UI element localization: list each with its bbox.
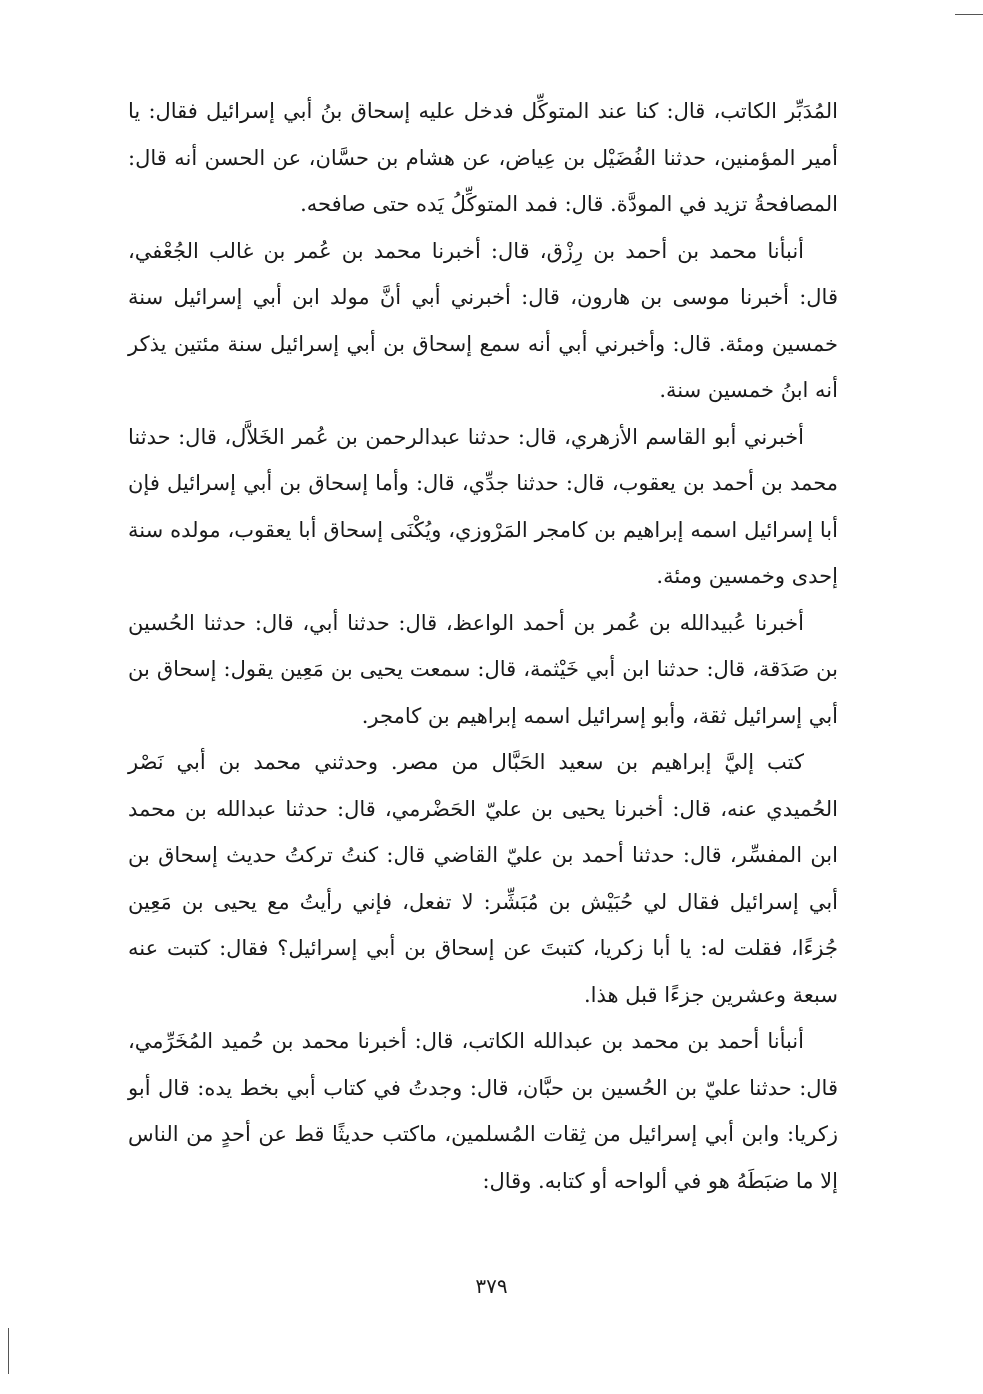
- scan-edge-mark-top: [955, 14, 983, 15]
- paragraph-5: كتب إليَّ إبراهيم بن سعيد الحَبَّال من مصر. وحدثني محمد بن أبي نَصْر الحُميدي عنه، قال: أخبرنا يحيى بن عليّ الحَضْرمي، قال: حدثنا عبدالله بن محمد ابن المفسِّر، قال: حدثنا أحمد بن عليّ القاضي قال: كنتُ تركتُ حديث إسحاق بن أبي إسرائيل فقال لي حُبَيْش بن مُبَشِّر: لا تفعل، فإني رأيتُ مع يحيى بن مَعِين جُزءًا، فقلت له: يا أبا زكريا، كتبتَ عن إسحاق بن أبي إسرائيل؟ فقال: كتبت عنه سبعة وعشرين جزءًا قبل هذا.: [128, 750, 838, 1007]
- paragraph-2: أنبأنا محمد بن أحمد بن رِزْق، قال: أخبرنا محمد بن عُمر بن غالب الجُعْفي، قال: أخبرنا موسى بن هارون، قال: أخبرني أبي أنَّ مولد ابن أبي إسرائيل سنة خمسين ومئة. قال: وأخبرني أبي أنه سمع إسحاق بن أبي إسرائيل سنة مئتين يذكر أنه ابنُ خمسين سنة.: [128, 238, 838, 402]
- page-number: ٣٧٩: [475, 1274, 508, 1298]
- paragraph-1: المُدَبِّر الكاتب، قال: كنا عند المتوكِّل فدخل عليه إسحاق بنُ أبي إسرائيل فقال: يا أمير المؤمنين، حدثنا الفُضَيْل بن عِياض، عن هشام بن حسَّان، عن الحسن أنه قال: المصافحةُ تزيد في المودَّة. قال: فمد المتوكِّلُ يَده حتى صافحه.: [128, 99, 838, 216]
- paragraph-4: أخبرنا عُبيدالله بن عُمر بن أحمد الواعظ، قال: حدثنا أبي، قال: حدثنا الحُسين بن صَدَقة، قال: حدثنا ابن أبي خَيْثمة، قال: سمعت يحيى بن مَعِين يقول: إسحاق بن أبي إسرائيل ثقة، وأبو إسرائيل اسمه إبراهيم بن كامجر.: [128, 610, 838, 728]
- scan-edge-mark-left: [8, 1328, 9, 1374]
- body-text: [128, 88, 838, 1204]
- paragraph-6: أنبأنا أحمد بن محمد بن عبدالله الكاتب، قال: أخبرنا محمد بن حُميد المُخَرِّمي، قال: حدثنا عليّ بن الحُسين بن حبَّان، قال: وجدتُ في كتاب أبي بخط يده: قال أبو زكريا: وابن أبي إسرائيل من ثِقات المُسلمين، ماكتب حديثًا قط عن أحدٍ من الناس إلا ما ضبَطَهُ هو في ألواحه أو كتابه. وقال:: [128, 1029, 838, 1193]
- paragraph-3: أخبرني أبو القاسم الأزهري، قال: حدثنا عبدالرحمن بن عُمر الخَلاَّل، قال: حدثنا محمد بن أحمد بن يعقوب، قال: حدثنا جدِّي، قال: وأما إسحاق بن أبي إسرائيل فإن أبا إسرائيل اسمه إبراهيم بن كامجر المَرْوزي، ويُكْنَى إسحاق أبا يعقوب، مولده سنة إحدى وخمسين ومئة.: [128, 424, 838, 588]
